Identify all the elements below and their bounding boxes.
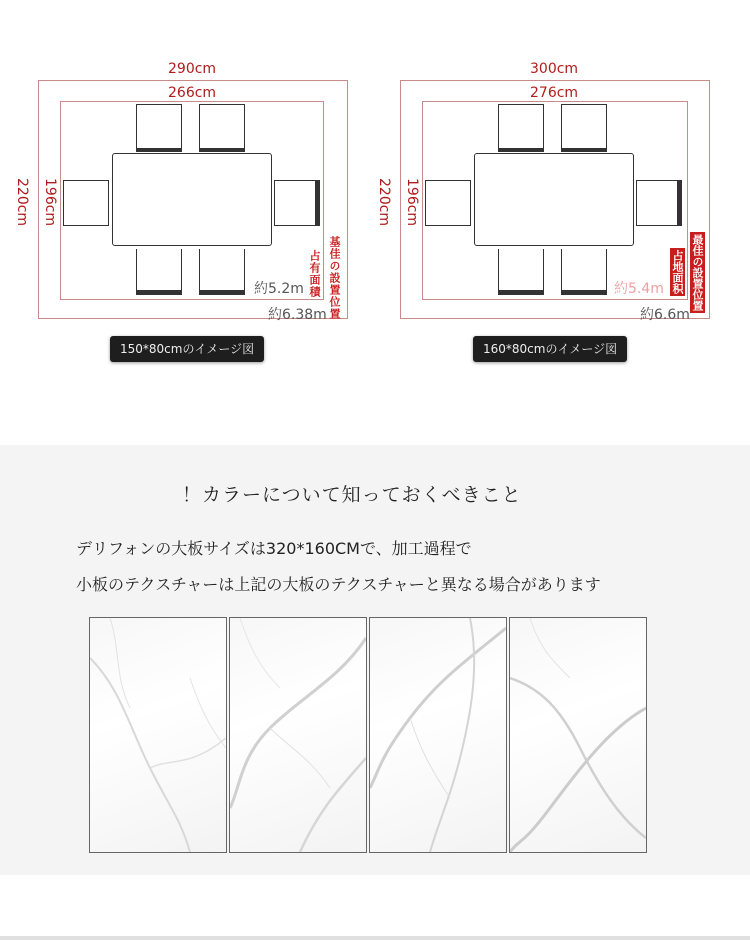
marble-vein-pattern	[510, 618, 646, 852]
marble-slab-1	[89, 617, 227, 853]
marble-slab-4	[509, 617, 647, 853]
left-chair-top-1	[136, 104, 182, 152]
marble-vein-pattern	[230, 618, 366, 852]
left-outer-height-label: 220cm	[14, 178, 30, 227]
left-best-position-label: 基佳の設置位置	[328, 236, 341, 320]
left-inner-height-label: 196cm	[42, 178, 58, 227]
right-caption-badge: 160*80cmのイメージ図	[473, 336, 627, 362]
left-caption-badge: 150*80cmのイメージ図	[110, 336, 264, 362]
left-outer-width-label: 290cm	[168, 61, 217, 77]
right-chair-right	[636, 180, 682, 226]
right-outer-height-label: 220cm	[376, 178, 392, 227]
right-inner-width-label: 276cm	[530, 85, 579, 101]
left-chair-top-2	[199, 104, 245, 152]
right-chair-bottom-2	[561, 249, 607, 295]
right-best-position-label: 最佳の設置位置	[691, 234, 704, 311]
marble-vein-pattern	[370, 618, 506, 852]
right-dining-table	[474, 153, 634, 246]
left-occupied-area-label: 占有面積	[308, 250, 321, 298]
right-area-large: 約6.6m	[640, 307, 690, 323]
right-chair-left	[425, 180, 471, 226]
color-notice-heading: ！カラーについて知っておくべきこと	[182, 484, 522, 506]
left-chair-right	[274, 180, 320, 226]
right-area-small: 約5.4m	[614, 281, 664, 297]
right-occupied-area-label: 占地面积	[671, 250, 684, 294]
marble-slab-3	[369, 617, 507, 853]
right-outer-width-label: 300cm	[530, 61, 579, 77]
right-inner-height-label: 196cm	[404, 178, 420, 227]
right-chair-top-2	[561, 104, 607, 152]
marble-vein-pattern	[90, 618, 226, 852]
left-dining-table	[112, 153, 272, 246]
color-notice-line-1: デリフォンの大板サイズは320*160CMで、加工過程で	[76, 539, 472, 558]
left-inner-width-label: 266cm	[168, 85, 217, 101]
bottom-divider	[0, 936, 750, 940]
left-chair-bottom-1	[136, 249, 182, 295]
left-chair-bottom-2	[199, 249, 245, 295]
marble-slab-2	[229, 617, 367, 853]
left-chair-left	[63, 180, 109, 226]
right-chair-top-1	[498, 104, 544, 152]
color-notice-line-2: 小板のテクスチャーは上記の大板のテクスチャーと異なる場合があります	[76, 575, 601, 594]
left-area-large: 約6.38m	[268, 307, 327, 323]
left-area-small: 約5.2m	[254, 281, 304, 297]
right-chair-bottom-1	[498, 249, 544, 295]
